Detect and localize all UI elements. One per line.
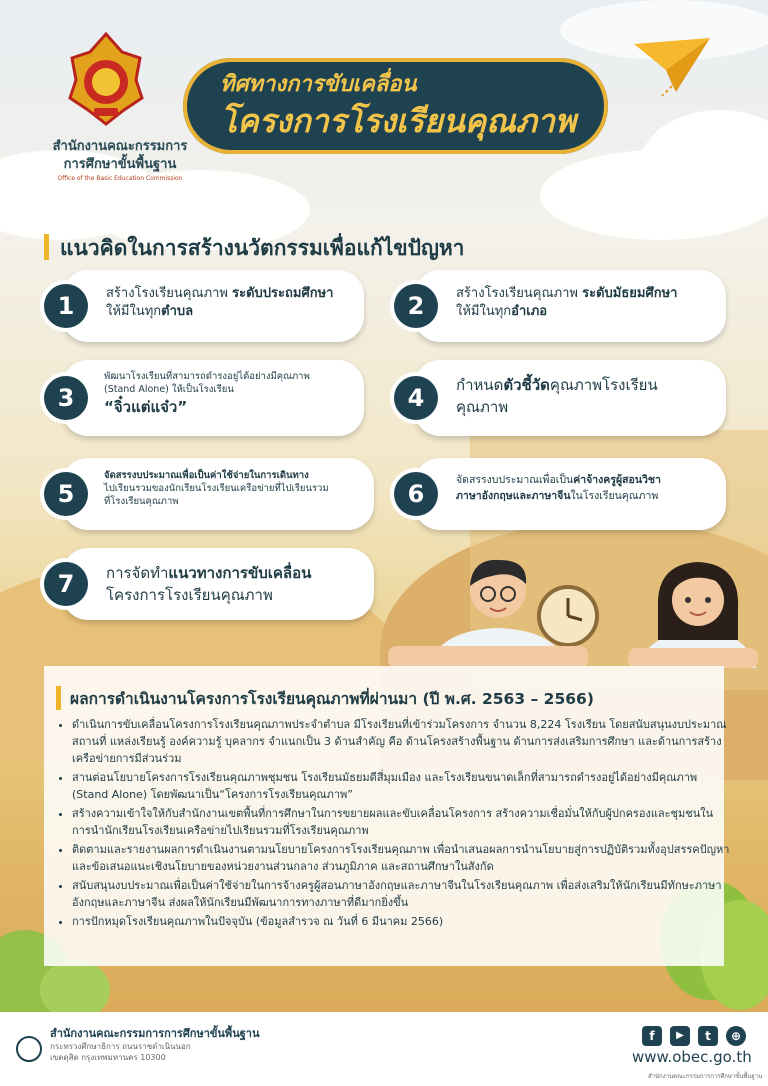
card-number-7: 7 bbox=[44, 562, 88, 606]
obec-logo-icon bbox=[64, 32, 148, 126]
card-text-7: การจัดทำแนวทางการขับเคลื่อน โครงการโรงเรียนคุณภาพ bbox=[106, 564, 312, 604]
card-text-3: พัฒนาโรงเรียนที่สามารถดำรงอยู่ได้อย่างมีคุณภาพ (Stand Alone) ให้เป็นโรงเรียน “จิ๋วแต่แจ๋ว” bbox=[104, 371, 310, 416]
list-item: • สานต่อนโยบายโครงการโรงเรียนคุณภาพชุมชน โรงเรียนมัธยมดีสี่มุมเมือง และโรงเรียนขนาดเล็กที่สามารถดำรงอยู่ได้อย่างมีคุณภาพ (Stand Alone) โดยพัฒนาเป็น“โครงการโรงเรียนคุณภาพ” bbox=[72, 769, 732, 803]
list-item: • สร้างความเข้าใจให้กับสำนักงานเขตพื้นที่การศึกษาในการขยายผลและขับเคลื่อนโครงการ สร้างความเชื่อมั่นให้กับผู้ปกครองและชุมชนในการนำนักเรียนโรงเรียนเครือข่ายไปเรียนรวมที่โรงเรียนคุณภาพ bbox=[72, 805, 732, 839]
list-item: • ติดตามและรายงานผลการดำเนินงานตามนโยบายโครงการโรงเรียนคุณภาพ เพื่อนำเสนอผลการนำนโยบายสู่การปฏิบัติรวมทั้งอุปสรรคปัญหา และข้อเสนอแนะเชิงนโยบายของหน่วยงานส่วนกลาง ส่วนภูมิภาค และสถานศึกษาในสังกัด bbox=[72, 841, 732, 875]
section-title: แนวคิดในการสร้างนวัตกรรมเพื่อแก้ไขปัญหา bbox=[60, 236, 465, 260]
card-text-6: จัดสรรงบประมาณเพื่อเป็นค่าจ้างครูผู้สอนวิชา ภาษาอังกฤษและภาษาจีนในโรงเรียนคุณภาพ bbox=[456, 474, 661, 502]
teachers-illustration bbox=[388, 548, 758, 668]
youtube-icon[interactable]: ▶ bbox=[670, 1026, 690, 1046]
card-text-5: จัดสรรงบประมาณเพื่อเป็นค่าใช้จ่ายในการเดินทาง ไปเรียนรวมของนักเรียนโรงเรียนเครือข่ายที่ไปเรียนรวม ที่โรงเรียนคุณภาพ bbox=[104, 470, 329, 507]
list-item: • ดำเนินการขับเคลื่อนโครงการโรงเรียนคุณภาพประจำตำบล มีโรงเรียนที่เข้าร่วมโครงการ จำนวน 8,224 โรงเรียน โดยสนับสนุนงบประมาณ สถานที่ แหล่งเรียนรู้ องค์ความรู้ บุคลากร จำแนกเป็น 3 ด้านสำคัญ คือ ด้านโครงสร้างพื้นฐาน ด้านการส่งเสริมการศึกษา และด้านการสร้างเครือข่ายการมีส่วนร่วม bbox=[72, 716, 732, 767]
title-line-1: ทิศทางการขับเคลื่อน bbox=[220, 72, 417, 97]
phone-icon bbox=[16, 1036, 42, 1062]
results-list bbox=[58, 716, 732, 932]
footer-org-name: สำนักงานคณะกรรมการการศึกษาขั้นพื้นฐาน bbox=[50, 1027, 260, 1040]
card-number-3: 3 bbox=[44, 376, 88, 420]
footer-address: กระทรวงศึกษาธิการ ถนนราชดำเนินนอก เขตดุสิต กรุงเทพมหานคร 10300 bbox=[50, 1042, 191, 1062]
org-name-en: Office of the Basic Education Commission bbox=[57, 175, 183, 182]
globe-icon[interactable]: ⊕ bbox=[726, 1026, 746, 1046]
facebook-icon[interactable]: f bbox=[642, 1026, 662, 1046]
card-number-4: 4 bbox=[394, 376, 438, 420]
section-accent-bar bbox=[44, 234, 49, 260]
website-caption: สำนักงานคณะกรรมการการศึกษาขั้นพื้นฐาน bbox=[648, 1073, 763, 1080]
website-link[interactable]: www.obec.go.th bbox=[632, 1048, 752, 1066]
title-line-2: โครงการโรงเรียนคุณภาพ bbox=[220, 102, 576, 140]
twitter-icon[interactable]: t bbox=[698, 1026, 718, 1046]
paper-plane-icon bbox=[632, 36, 712, 96]
card-text-4: กำหนดตัวชี้วัดคุณภาพโรงเรียน คุณภาพ bbox=[456, 376, 658, 416]
list-item: • สนับสนุนงบประมาณเพื่อเป็นค่าใช้จ่ายในการจ้างครูผู้สอนภาษาอังกฤษและภาษาจีนในโรงเรียนคุณภาพ เพื่อส่งเสริมให้นักเรียนมีทักษะภาษาอังกฤษและภาษาจีน ส่งผลให้นักเรียนมีพัฒนาการทางภาษาที่ดีมากยิ่งขึ้น bbox=[72, 877, 732, 911]
results-title: ผลการดำเนินงานโครงการโรงเรียนคุณภาพที่ผ่านมา (ปี พ.ศ. 2563 – 2566) bbox=[70, 690, 594, 708]
card-number-6: 6 bbox=[394, 472, 438, 516]
card-number-5: 5 bbox=[44, 472, 88, 516]
list-item: • การปักหมุดโรงเรียนคุณภาพในปัจจุบัน (ข้อมูลสำรวจ ณ วันที่ 6 มีนาคม 2566) bbox=[72, 913, 732, 930]
results-accent-bar bbox=[56, 686, 61, 710]
card-number-2: 2 bbox=[394, 284, 438, 328]
card-text-1: สร้างโรงเรียนคุณภาพ ระดับประถมศึกษา ให้มีในทุกตำบล bbox=[106, 286, 334, 319]
card-text-2: สร้างโรงเรียนคุณภาพ ระดับมัธยมศึกษา ให้มีในทุกอำเภอ bbox=[456, 286, 678, 319]
tree bbox=[40, 960, 110, 1020]
org-name-th: สำนักงานคณะกรรมการ การศึกษาขั้นพื้นฐาน bbox=[52, 139, 188, 172]
card-number-1: 1 bbox=[44, 284, 88, 328]
